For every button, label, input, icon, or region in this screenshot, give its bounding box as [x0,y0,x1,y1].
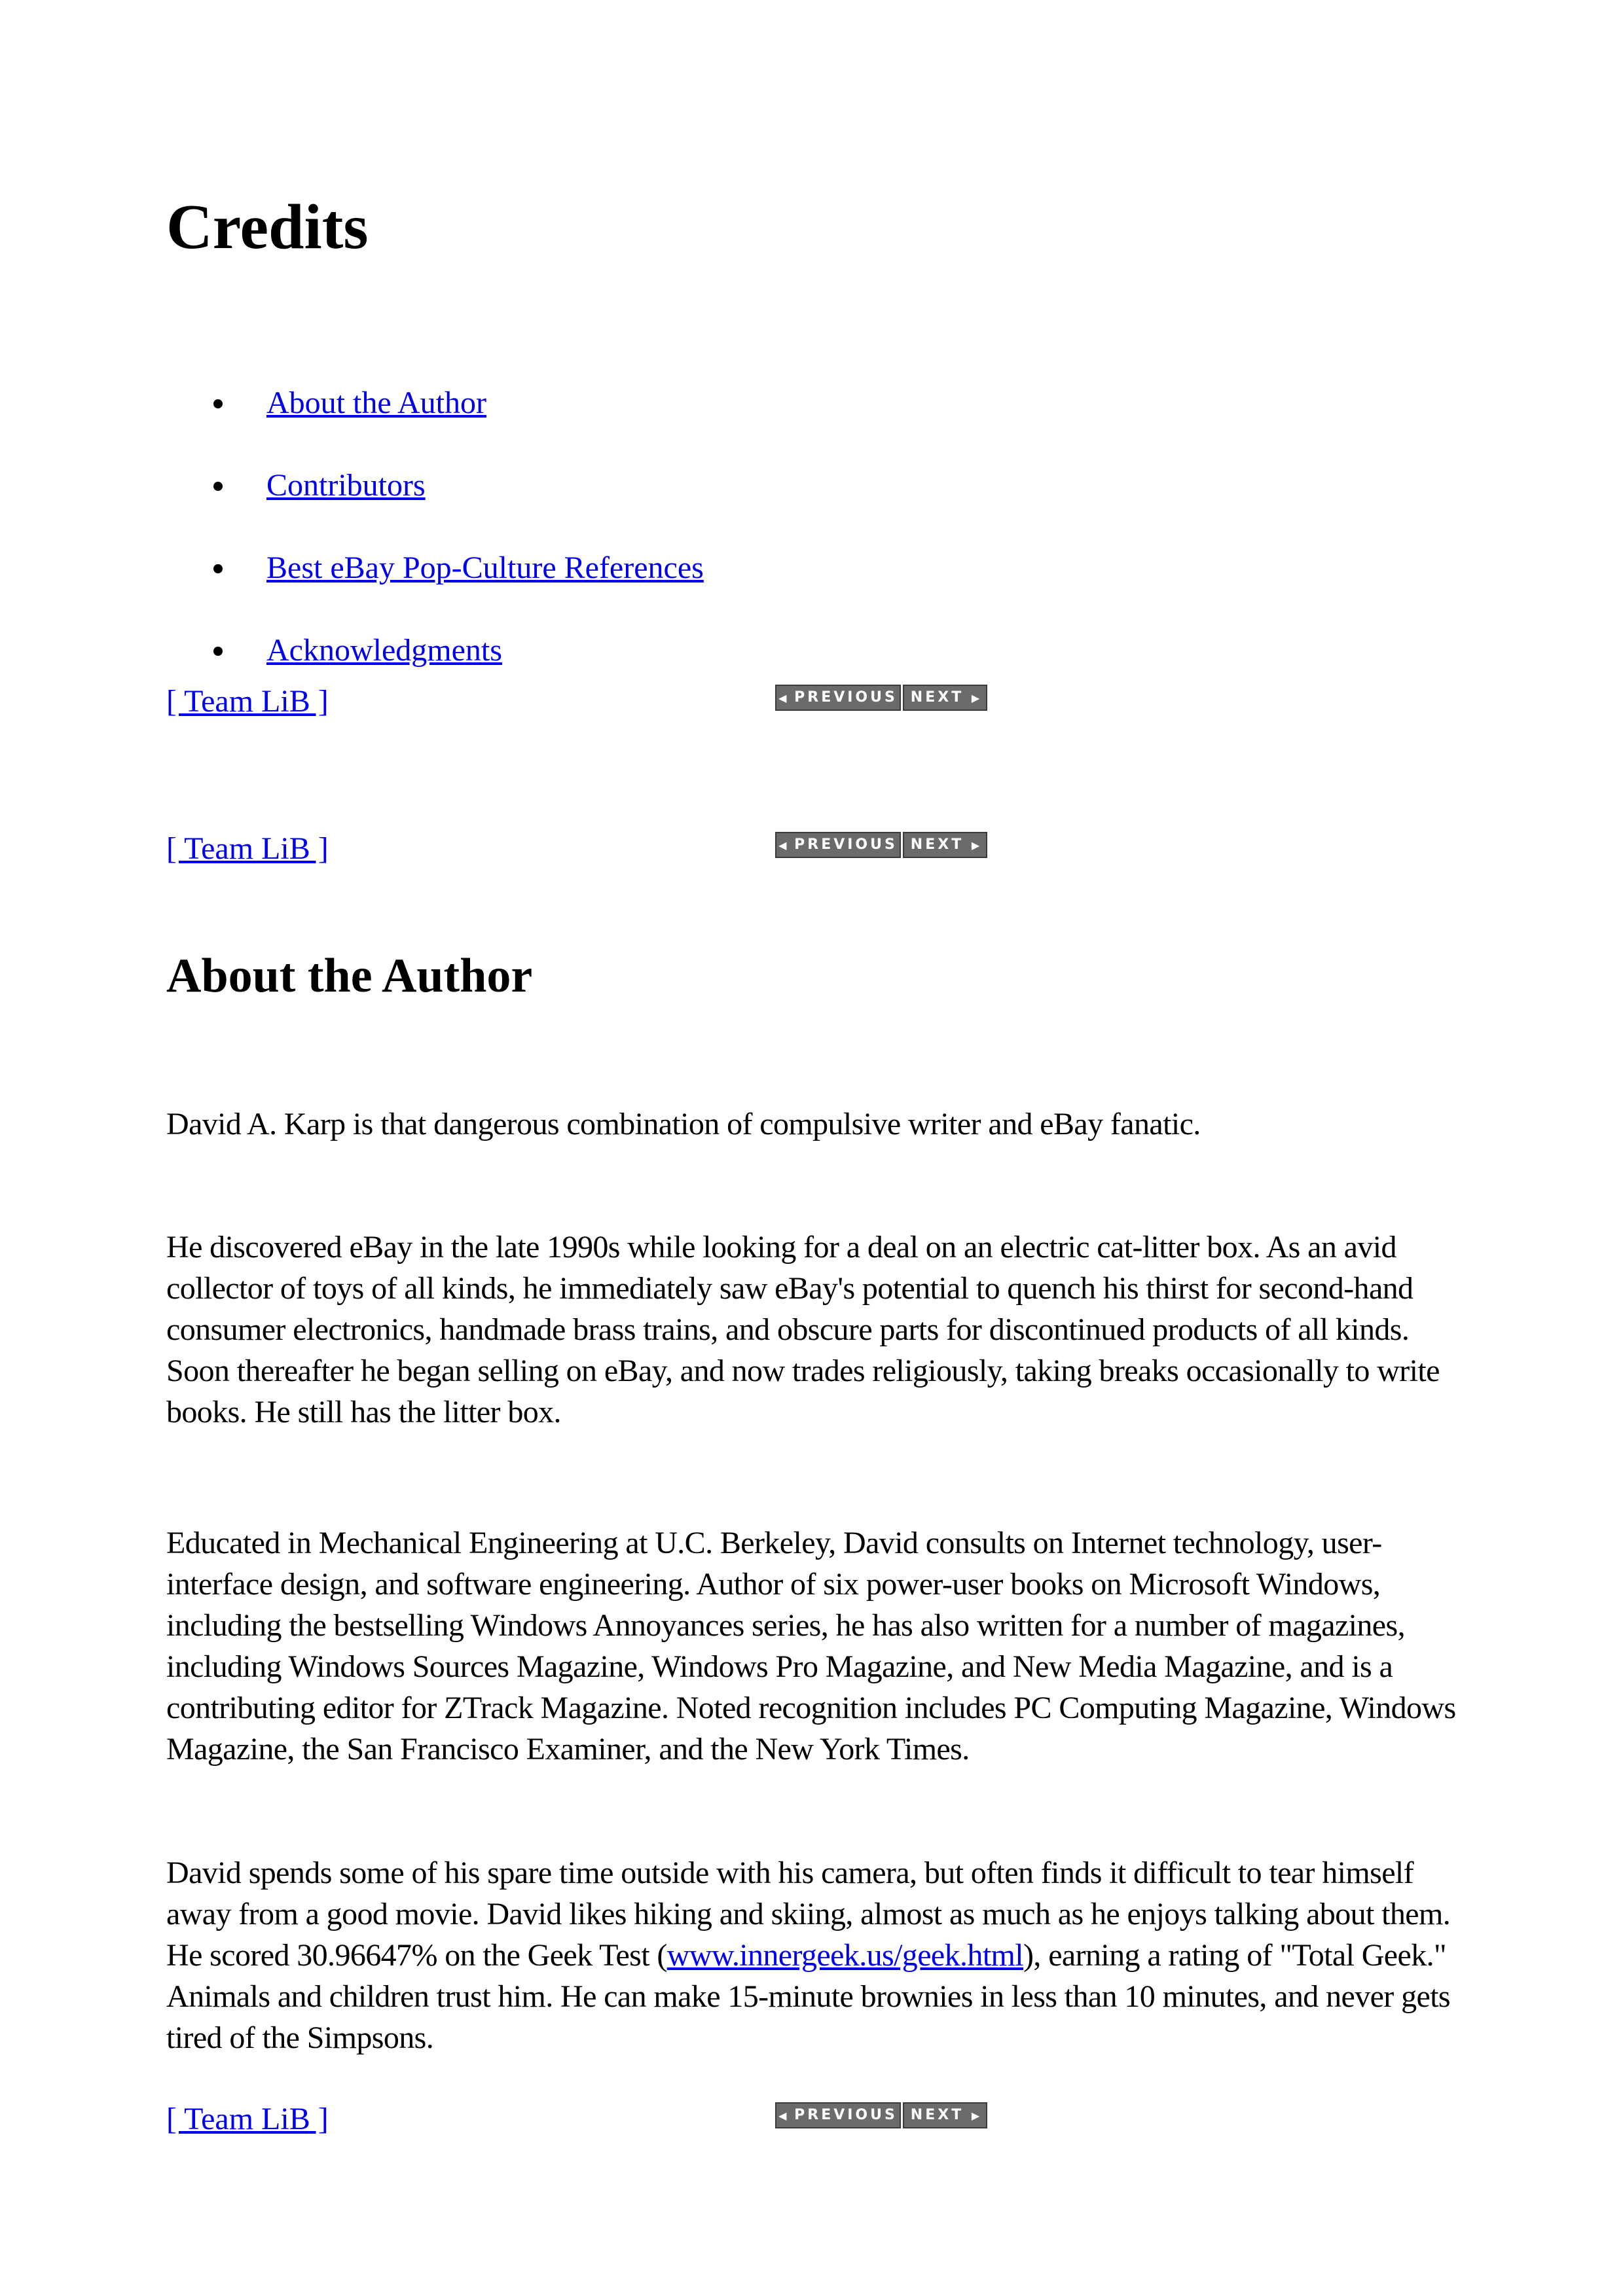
left-arrow-icon: ◀ [778,2109,787,2122]
team-lib-link[interactable]: [ Team LiB ] [166,684,329,719]
bullet-icon [213,564,223,573]
bullet-icon [213,647,223,656]
page-title: Credits [166,192,369,262]
about-paragraph-2: He discovered eBay in the late 1990s while looking for a deal on an electric cat-litter box. As an avid collector of toys of all kinds, he immediately saw eBay's potential to quench his thirst for second-hand consumer electronics, handmade brass trains, and obscure parts for discontinued products of all kinds. Soon thereafter he began selling on eBay, and now trades religiously, taking breaks occasionally to write books. He still has the litter box. [166,1230,1440,1429]
next-label: NEXT [910,689,964,706]
previous-button[interactable] [775,685,901,711]
previous-label: PREVIOUS [794,836,898,853]
left-arrow-icon: ◀ [778,839,787,852]
previous-button[interactable] [775,832,901,858]
geek-test-link[interactable]: www.innergeek.us/geek.html [666,1938,1024,1973]
nav-bar-top-credits [166,682,1083,721]
toc-link-contributors[interactable]: Contributors [266,468,426,503]
section-title-about-the-author: About the Author [166,949,533,1003]
right-arrow-icon: ▶ [971,839,980,852]
bullet-icon [213,399,223,408]
toc-link-about-the-author[interactable]: About the Author [266,386,486,420]
next-label: NEXT [910,2107,964,2123]
paragraph-text: David spends some of his spare time outside with his camera, but often finds it difficult to tear himself away from a good movie. David likes hiking and skiing, almost as much as he enjoys talking about them. He scored 30.96647% on the Geek Test ( [166,1856,1451,1973]
next-label: NEXT [910,836,964,853]
toc-link-acknowledgments[interactable]: Acknowledgments [266,633,502,668]
next-button[interactable] [903,2102,987,2128]
previous-button[interactable] [775,2102,901,2128]
nav-bar-bottom [166,2100,1083,2139]
team-lib-link[interactable]: [ Team LiB ] [166,831,329,866]
nav-bar-top-about [166,829,1083,869]
right-arrow-icon: ▶ [971,2109,980,2122]
about-paragraph-3: Educated in Mechanical Engineering at U.C. Berkeley, David consults on Internet technology, user-interface design, and software engineering. Author of six power-user books on Microsoft Windows, including the bestselling Windows Annoyances series, he has also written for a number of magazines, including Windows Sources Magazine, Windows Pro Magazine, and New Media Magazine, and is a contributing editor for ZTrack Magazine. Noted recognition includes PC Computing Magazine, Windows Magazine, the San Francisco Examiner, and the New York Times. [166,1526,1456,1767]
right-arrow-icon: ▶ [971,692,980,704]
previous-label: PREVIOUS [794,2107,898,2123]
toc-link-pop-culture-references[interactable]: Best eBay Pop-Culture References [266,550,704,585]
next-button[interactable] [903,685,987,711]
paragraph-text: ), earning a rating of "Total Geek." Animals and children trust him. He can make 15-minute brownies in less than 10 minutes, and never gets tired of the Simpsons. [166,1938,1451,2055]
next-button[interactable] [903,832,987,858]
previous-label: PREVIOUS [794,689,898,706]
team-lib-link[interactable]: [ Team LiB ] [166,2102,329,2136]
bullet-icon [213,482,223,491]
about-paragraph-4 [166,1852,1463,2058]
about-paragraph-1: David A. Karp is that dangerous combination of compulsive writer and eBay fanatic. [166,1107,1201,1141]
left-arrow-icon: ◀ [778,692,787,704]
